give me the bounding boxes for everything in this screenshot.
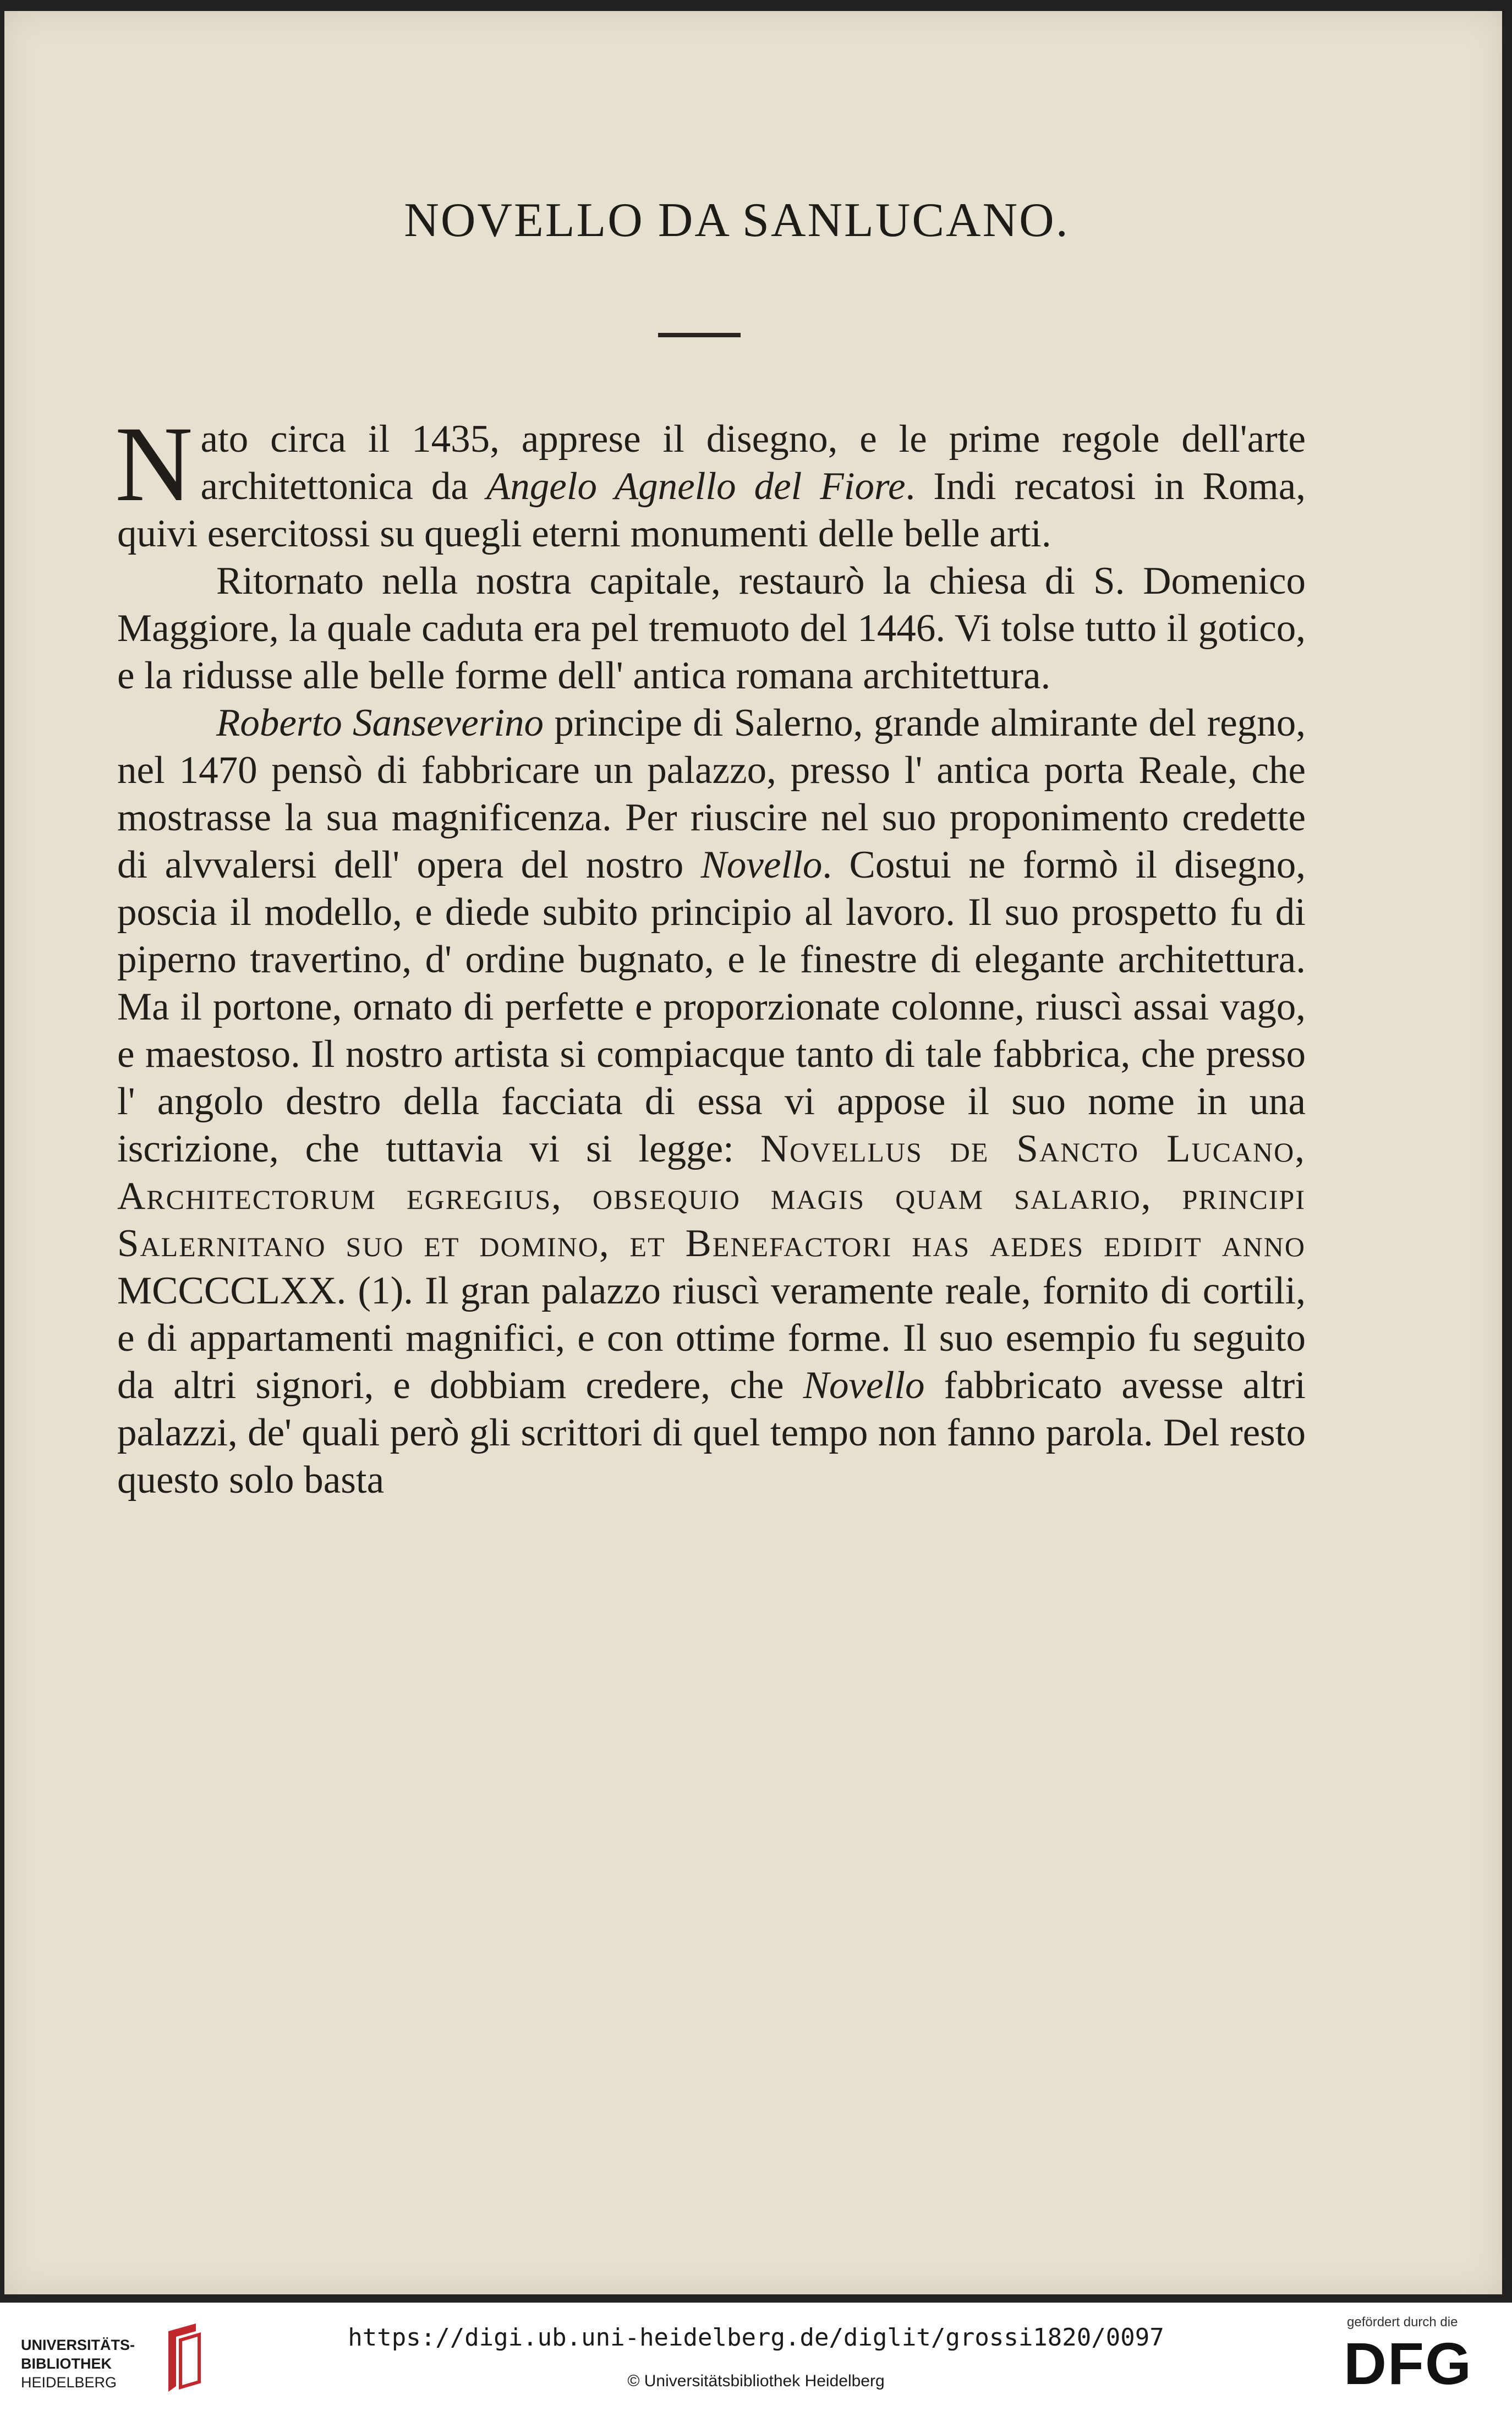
page-title: NOVELLO DA SANLUCANO. <box>404 194 1070 247</box>
text-run-italic: Novello <box>700 843 823 886</box>
text-run: MCCCCLXX. (1). Il gran palazzo riuscì veramente reale, fornito di cortili, e di appartamenti magnifici, e con ottime forme. Il suo esempio fu seguito da altri signori, e dobbiam credere, che <box>117 1269 1306 1407</box>
text-run-italic: Angelo Agnello del Fiore <box>486 465 906 508</box>
dfg-logo-text: DFG <box>1344 2330 1472 2397</box>
text-run: fabbricato avesse altri palazzi, de' quali però gli scrittori di quel tempo non fanno parola. Del resto questo solo basta <box>117 1364 1306 1502</box>
library-name-line-3: HEIDELBERG <box>21 2374 117 2391</box>
text-run-italic: Roberto Sanseverino <box>216 702 544 744</box>
funder-logo[interactable] <box>1343 2315 1497 2403</box>
footer-bar <box>0 2303 1512 2411</box>
permalink-url[interactable]: https://digi.ub.uni-heidelberg.de/diglit/grossi1820/0097 <box>348 2324 1164 2352</box>
copyright-notice: © Universitätsbibliothek Heidelberg <box>627 2372 885 2390</box>
paragraph-1 <box>115 404 1306 557</box>
text-run-italic: Novello <box>803 1364 925 1407</box>
drop-cap: N <box>115 404 193 524</box>
inscription-text: Novellus de Sancto Lucano, Architectorum egregius, obsequio magis quam salario, principi Salernitano suo et domino, et Benefactori has aedes edidit anno <box>117 1127 1306 1265</box>
text-run: ato circa il 1435, apprese il disegno, e le prime regole dell'arte architettonica da <box>200 418 1306 508</box>
text-run: . Costui ne formò il disegno, poscia il modello, e diede subito principio al lavoro. Il suo prospetto fu di piperno travertino, d' ordine bugnato, e le finestre di elegante architettura. Ma il portone, ornato di perfette e proporzionate colonne, riuscì assai vago, e maestoso. Il nostro artista si compiacque tanto di tale fabbrica, che presso l' angolo destro della facciata di essa vi appose il suo nome in una iscrizione, che tuttavia vi si legge: <box>117 843 1306 1170</box>
paragraph-2 <box>117 557 1306 699</box>
text-run: . Indi recatosi in Roma, quivi esercitossi su quegli eterni monumenti delle belle arti. <box>117 465 1306 555</box>
paragraph-3 <box>117 699 1306 1504</box>
text-run: principe di Salerno, grande almirante del regno, nel 1470 pensò di fabbricare un palazzo, presso l' antica porta Reale, che mostrasse la sua magnificenza. Per riuscire nel suo proponimento credette di alvvalersi dell' opera del nostro <box>117 702 1306 886</box>
library-name-line-2: BIBLIOTHEK <box>21 2355 112 2372</box>
funder-caption: gefördert durch die <box>1347 2315 1458 2330</box>
library-name-line-1: UNIVERSITÄTS- <box>21 2337 135 2353</box>
text-run: Ritornato nella nostra capitale, restaurò la chiesa di S. Domenico Maggiore, la quale caduta era pel tremuoto del 1446. Vi tolse tutto il gotico, e la ridusse alle belle forme dell' antica romana architettura. <box>117 560 1306 697</box>
scanned-page <box>4 11 1502 2294</box>
title-divider <box>658 333 741 337</box>
body-text <box>115 404 1306 1504</box>
